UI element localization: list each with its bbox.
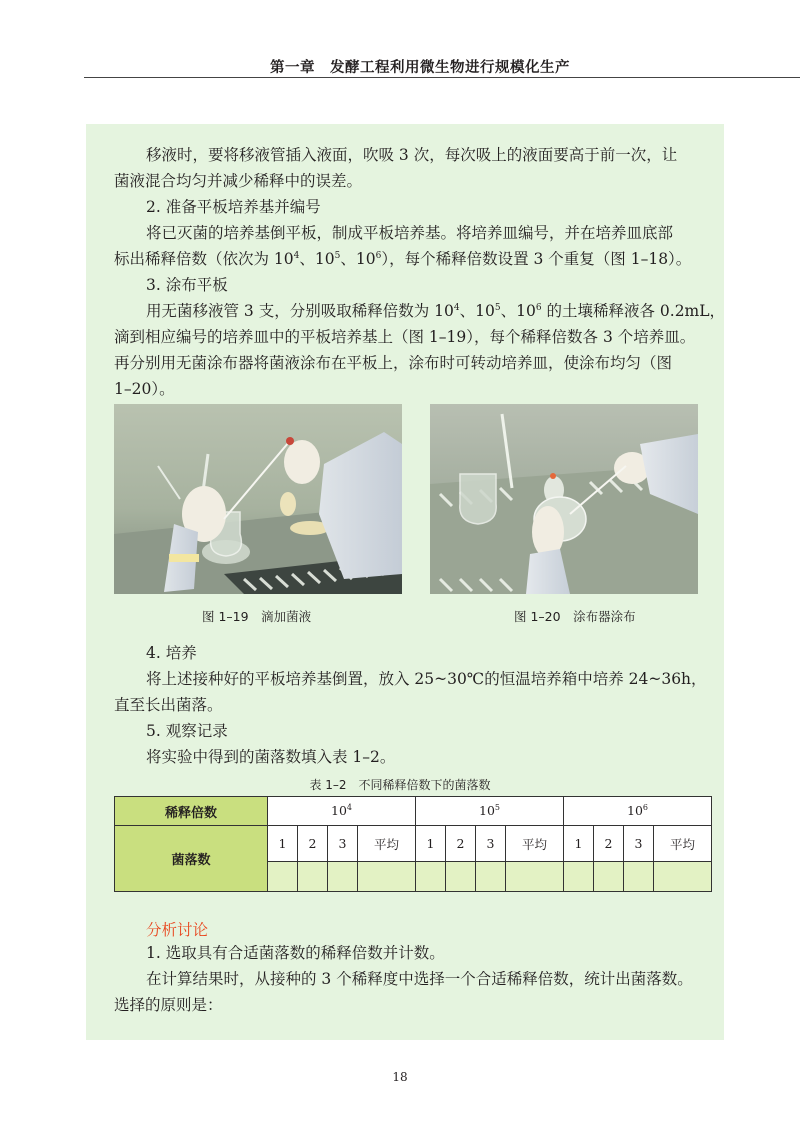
colony-count-cell bbox=[298, 862, 328, 892]
chapter-title: 第一章 发酵工程利用微生物进行规模化生产 bbox=[270, 60, 570, 76]
page-header bbox=[0, 0, 800, 80]
average-header: 平均 bbox=[654, 826, 712, 862]
paragraph-line: 移液时，要将移液管插入液面，吹吸 3 次，每次吸上的液面要高于前一次，让 bbox=[146, 146, 678, 164]
paragraph-line: 标出稀释倍数（依次为 $10^4$、$10^5$、$10^6$），每个稀释倍数设置 3 个重复（图 1–18）。 bbox=[114, 250, 692, 268]
paragraph-line: 菌液混合均匀并减少稀释中的误差。 bbox=[114, 172, 363, 190]
replicate-header: 2 bbox=[298, 826, 328, 862]
replicate-header: 3 bbox=[328, 826, 358, 862]
dilution-row-label: 稀释倍数 bbox=[115, 797, 268, 826]
dilution-header: $10^6$ bbox=[564, 797, 712, 826]
photo-dropping-bacteria bbox=[114, 404, 402, 594]
colony-count-cell bbox=[328, 862, 358, 892]
replicate-header: 1 bbox=[564, 826, 594, 862]
colony-count-cell bbox=[594, 862, 624, 892]
replicate-header: 1 bbox=[416, 826, 446, 862]
paragraph-line: 将上述接种好的平板培养基倒置，放入 25~30℃的恒温培养箱中培养 24~36h， bbox=[146, 670, 707, 688]
colony-count-table bbox=[114, 796, 712, 892]
colony-average-cell bbox=[358, 862, 416, 892]
section-heading-4: 4. 培养 bbox=[146, 644, 197, 662]
replicate-header: 2 bbox=[446, 826, 476, 862]
paragraph-line: 直至长出菌落。 bbox=[114, 696, 223, 714]
paragraph-line: 滴到相应编号的培养皿中的平板培养基上（图 1–19），每个稀释倍数各 3 个培养皿。 bbox=[114, 328, 696, 346]
page-number: 18 bbox=[392, 1070, 408, 1084]
paragraph-line: 在计算结果时，从接种的 3 个稀释度中选择一个合适稀释倍数，统计出菌落数。 bbox=[146, 970, 693, 988]
question-line: 1. 选取具有合适菌落数的稀释倍数并计数。 bbox=[146, 944, 445, 962]
section-heading-2: 2. 准备平板培养基并编号 bbox=[146, 198, 321, 216]
colony-row-label: 菌落数 bbox=[115, 826, 268, 892]
replicate-header: 2 bbox=[594, 826, 624, 862]
colony-count-cell bbox=[476, 862, 506, 892]
paragraph-line: 将实验中得到的菌落数填入表 1–2。 bbox=[146, 748, 396, 766]
colony-count-cell bbox=[268, 862, 298, 892]
dilution-header: $10^4$ bbox=[268, 797, 416, 826]
colony-average-cell bbox=[654, 862, 712, 892]
photo-spreader-coating bbox=[430, 404, 698, 594]
colony-average-cell bbox=[506, 862, 564, 892]
average-header: 平均 bbox=[358, 826, 416, 862]
header-rule bbox=[84, 77, 800, 78]
paragraph-line: 用无菌移液管 3 支，分别吸取稀释倍数为 $10^4$、$10^5$、$10^6$ 的土壤稀释液各 0.2mL， bbox=[146, 302, 726, 320]
colony-count-cell bbox=[416, 862, 446, 892]
paragraph-line: 1–20）。 bbox=[114, 380, 175, 398]
replicate-header: 3 bbox=[476, 826, 506, 862]
colony-count-cell bbox=[564, 862, 594, 892]
paragraph-line: 将已灭菌的培养基倒平板，制成平板培养基。将培养皿编号，并在培养皿底部 bbox=[146, 224, 674, 242]
colony-count-cell bbox=[624, 862, 654, 892]
figure-caption-1-20: 图 1–20 涂布器涂布 bbox=[514, 609, 636, 624]
table-title: 表 1–2 不同稀释倍数下的菌落数 bbox=[309, 778, 491, 792]
paragraph-line: 再分别用无菌涂布器将菌液涂布在平板上，涂布时可转动培养皿，使涂布均匀（图 bbox=[114, 354, 673, 372]
section-heading-3: 3. 涂布平板 bbox=[146, 276, 228, 294]
replicate-header: 1 bbox=[268, 826, 298, 862]
paragraph-line: 选择的原则是： bbox=[114, 996, 223, 1014]
replicate-header: 3 bbox=[624, 826, 654, 862]
section-heading-5: 5. 观察记录 bbox=[146, 722, 228, 740]
analysis-heading: 分析讨论 bbox=[146, 921, 209, 939]
dilution-header: $10^5$ bbox=[416, 797, 564, 826]
figure-caption-1-19: 图 1–19 滴加菌液 bbox=[202, 609, 312, 624]
colony-count-cell bbox=[446, 862, 476, 892]
average-header: 平均 bbox=[506, 826, 564, 862]
